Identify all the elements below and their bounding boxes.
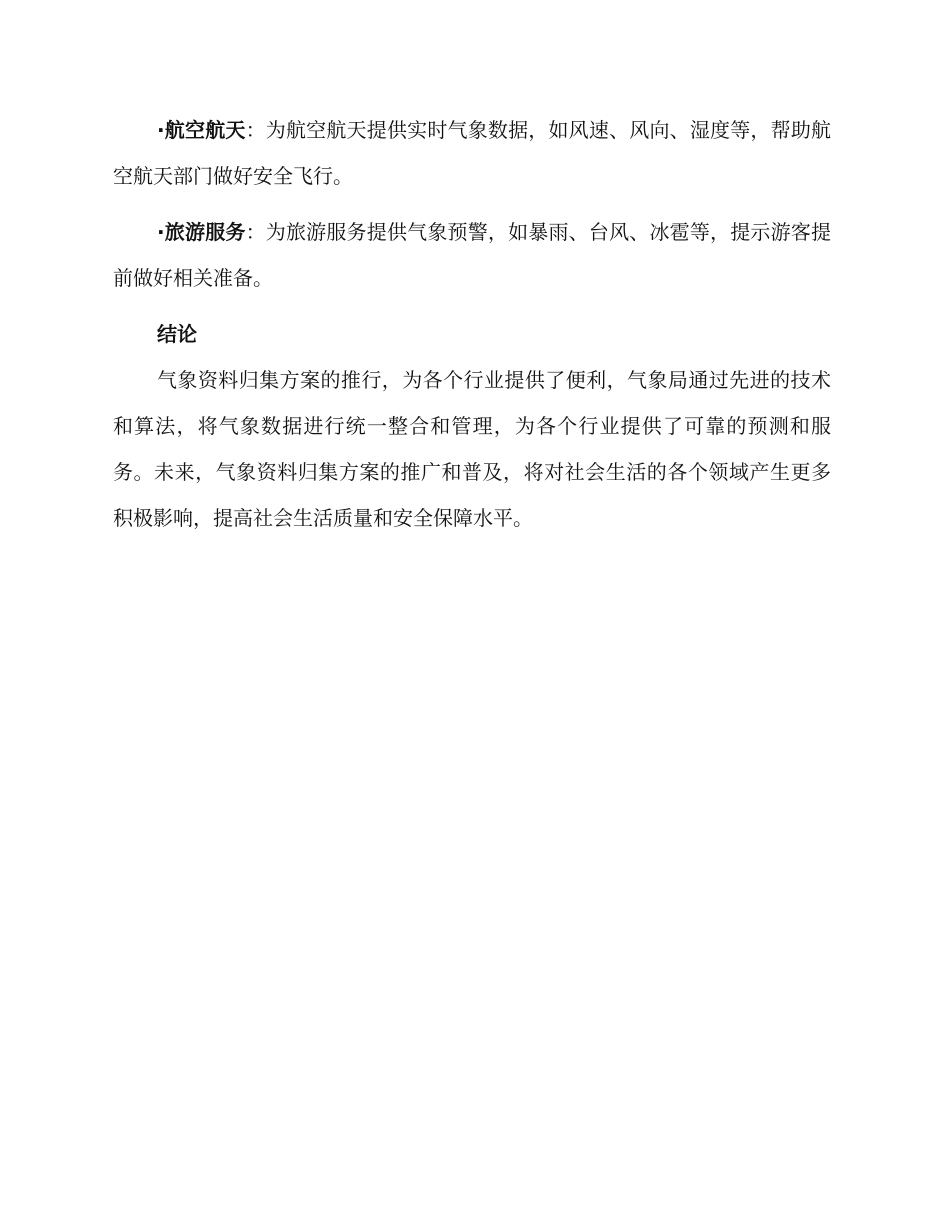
list-item-aerospace xyxy=(113,107,831,199)
item-text: 为旅游服务提供气象预警，如暴雨、台风、冰雹等，提示游客提前做好相关准备。 xyxy=(113,220,832,290)
item-separator: ： xyxy=(245,220,266,244)
item-separator: ： xyxy=(245,118,266,142)
bullet-marker: · xyxy=(157,118,165,142)
item-term: 航空航天 xyxy=(164,118,246,142)
item-term: 旅游服务 xyxy=(164,220,246,244)
document-body xyxy=(113,107,831,541)
conclusion-paragraph: 气象资料归集方案的推行，为各个行业提供了便利，气象局通过先进的技术和算法，将气象数据进行统一整合和管理，为各个行业提供了可靠的预测和服务。未来，气象资料归集方案的推广和普及，将对社会生活的各个领域产生更多积极影响，提高社会生活质量和安全保障水平。 xyxy=(113,368,831,530)
list-item-tourism xyxy=(113,209,831,301)
item-text: 为航空航天提供实时气象数据，如风速、风向、湿度等，帮助航空航天部门做好安全飞行。 xyxy=(113,118,832,188)
bullet-marker: · xyxy=(157,220,165,244)
section-heading-conclusion: 结论 xyxy=(157,322,197,346)
